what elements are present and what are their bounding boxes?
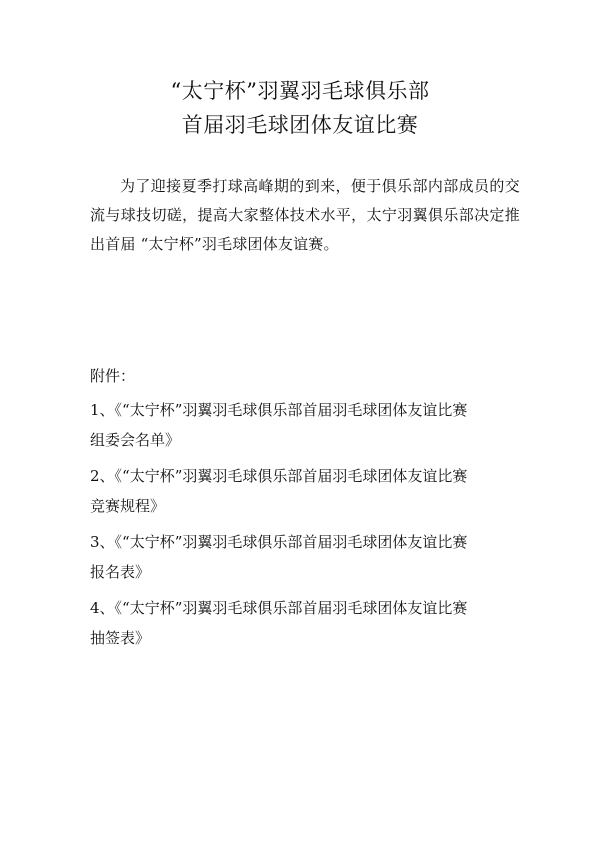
title-line-1: “太宁杯”羽翼羽毛球俱乐部 — [170, 79, 430, 103]
attachments-heading: 附件： — [90, 367, 136, 385]
intro-paragraph: 为了迎接夏季打球高峰期的到来，便于俱乐部内部成员的交流与球技切磋，提高大家整体技术水平，太宁羽翼俱乐部决定推出首届 “太宁杯”羽毛球团体友谊赛。 — [90, 177, 520, 253]
attachment-item-4-line-1: 4、《“太宁杯”羽翼羽毛球俱乐部首届羽毛球团体友谊比赛 — [90, 599, 468, 617]
title-line-2: 首届羽毛球团体友谊比赛 — [181, 113, 419, 137]
attachments-section — [90, 363, 530, 659]
attachment-item-1-line-1: 1、《“太宁杯”羽翼羽毛球俱乐部首届羽毛球团体友谊比赛 — [90, 401, 468, 419]
attachment-item-1-line-2: 组委会名单》 — [90, 431, 181, 449]
attachment-item-4-line-2: 抽签表》 — [90, 629, 151, 647]
attachment-item-3-line-2: 报名表》 — [90, 563, 151, 581]
attachment-item-4 — [90, 593, 530, 653]
attachment-item-2-line-2: 竞赛规程》 — [90, 497, 166, 515]
attachment-item-1 — [90, 395, 530, 455]
attachment-item-2 — [90, 461, 530, 521]
attachment-item-3 — [90, 527, 530, 587]
attachment-item-3-line-1: 3、《“太宁杯”羽翼羽毛球俱乐部首届羽毛球团体友谊比赛 — [90, 533, 468, 551]
document-title — [0, 74, 600, 142]
attachment-item-2-line-1: 2、《“太宁杯”羽翼羽毛球俱乐部首届羽毛球团体友谊比赛 — [90, 467, 468, 485]
